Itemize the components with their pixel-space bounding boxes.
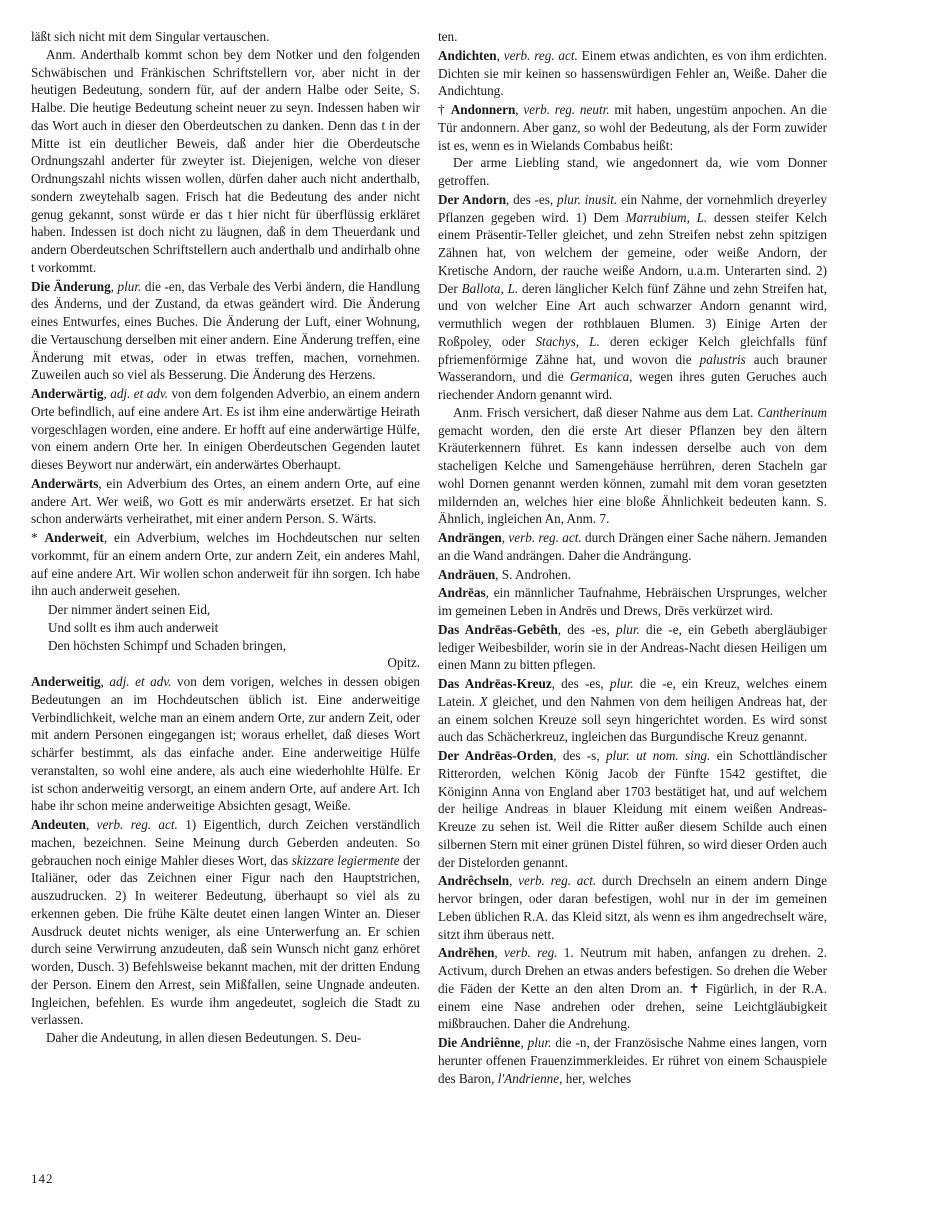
entry-andraengen: Andrängen, verb. reg. act. durch Drängen einer Sache nähern. Jemanden an die Wand andrängen. Daher die Andrängung. xyxy=(438,530,827,563)
entry-andichten: Andichten, verb. reg. act. Einem etwas andichten, es von ihm erdichten. Dichten sie mir keinen so hassenswürdigen Fehler an, Weiße. Daher die Andichtung. xyxy=(438,47,828,99)
entry-andorn: Der Andorn, des -es, plur. inusit. ein Nahme, der vornehmlich dreyerley Pflanzen gegeben wird. 1) Dem Marrubium, L. dessen steifer Kelch einem Präsentir-Teller gleichet, und zehn Streifen nebst zehn spitzigen Zähnen hat, von welchem der gemeine, oder weiße Andorn, der Kretische Andorn, der rauche weiße Andorn, u.a.m. Unterarten sind. 2) Der Ballota, L. deren länglicher Kelch fünf Zähne und zehn Streifen hat, und von welcher Eine Art auch schwarzer Andorn genannt wird, vermuthlich wegen der rothblauen Blumen. 3) Einige Arten der Roßpoley, oder Stachys, L. deren eckiger Kelch gleichfalls fünf pfriemenförmige Zähne hat, und wovon die palustris auch brauner Wasserandorn, und die Germanica, wegen ihres guten Geruches auch riechender Andorn genannt wird. xyxy=(438,191,827,402)
entry-andreas-orden: Der Andrēas-Orden, des -s, plur. ut nom. sing. ein Schottländischer Ritterorden, welchen König Jacob der Fünfte 1542 gestiftet, die Königinn Anna von England aber 1703 bestätiget hat, und auf welchem der heilige Andreas in blauer Kleidung mit einem weißen Andreas-Kreuze zu sehen ist. Weil die Ritter außer diesem Schilde auch einen silbernen Stern mit einer grünen Distel führen, so wird dieser Orden auch der Distelorden genannt. xyxy=(438,748,827,870)
entry-anderweit: * Anderweit, ein Adverbium, welches im Hochdeutschen nur selten vorkommt, für an einem andern Orte, zur andern Zeit, ein anderes Mahl, auf eine andere Art. Wir wollen schon anderweit für ihn sorgen. Ich habe ihn auch anderweit gesehen. xyxy=(31,530,420,599)
right-column xyxy=(438,28,827,1087)
paragraph: ten. xyxy=(438,29,458,44)
entry-andeuten: Andeuten, verb. reg. act. 1) Eigentlich, durch Zeichen verständlich machen, bezeichnen. Seine Meinung durch Geberden andeuten. So gebrauchen noch einige Mahler dieses Wort, das skizzare legiermente der Italiäner, oder das Zeichnen einer Figur nach den Hauptstrichen, auszudrucken. 2) In weiterer Bedeutung, überhaupt so viel als zu erkennen geben. Die frühe Kälte deutet einen langen Winter an. Dieser Ausdruck deutet nichts weniger, als eine Unterwerfung an. Er schien durch seine Verwirrung anzudeuten, daß sein Wunsch nicht ganz erhöret worden, Dusch. 3) Befehlsweise bekannt machen, mit der dritten Endung der Person. Einem den Arrest, sein Mißfallen, seine Ungnade andeuten. Ingleichen, befehlen. Es wurde ihm angedeutet, sogleich die Stadt zu verlassen. xyxy=(31,817,420,1028)
entry-anderwaertig: Anderwärtig, adj. et adv. von dem folgenden Adverbio, an einem andern Orte befindlich, auf eine andere Art. Es ist ihm eine anderwärtige Heirath vorgeschlagen worden, eine andere. Er hofft auf eine anderwärtige Hülfe, von einem andern Orte her. In einigen Oberdeutschen Gegenden lautet dieses Beywort nur anderwärt, ein anderwärtes Oberhaupt. xyxy=(31,386,421,472)
verse-line: Den höchsten Schimpf und Schaden bringen, xyxy=(48,637,287,653)
annotation-paragraph: Anm. Frisch versichert, daß dieser Nahme aus dem Lat. Cantherinum gemacht worden, den die erste Art dieser Pflanzen bey den ältern Kräuterkennern führet. Es kann indessen derselbe auch von dem stacheligen Kelche und Samengehäuse herrühren, deren Stacheln gar wohl Dornen genannt werden können, zumahl mit dem voran gesetzten mildernden an, welches hier eine bloße Ähnlichkeit bedeuten kann. S. Ähnlich, ingleichen An, Anm. 7. xyxy=(438,404,827,527)
left-column xyxy=(31,28,420,1047)
verse-author: Opitz. xyxy=(387,655,420,671)
entry-andrechseln: Andrêchseln, verb. reg. act. durch Drechseln an einem andern Dinge hervor bringen, oder daran befestigen, wohl nur in der im gemeinen Leben üblichen R.A. das Kleid sitzt, als wenn es ihm angedrechselt wäre, sitzt ihm überaus nett. xyxy=(438,873,828,942)
entry-andrehen: Andrēhen, verb. reg. 1. Neutrum mit haben, anfangen zu drehen. 2. Activum, durch Drehen an etwas anders befestigen. So drehen die Weber die Fäden der Kette an den alten Drom an. ✝ Figürlich, in der R.A. einem eine Nase andrehen oder drehen, seine Leichtgläubigkeit mißbrauchen. Daher die Andrehung. xyxy=(438,945,828,1032)
entry-andreas: Andrēas, ein männlicher Taufnahme, Hebräischen Ursprunges, welcher im gemeinen Leben in Andrēs und Drews, Drēs verkürzet wird. xyxy=(438,585,827,618)
entry-andonnern: † Andonnern, verb. reg. neutr. mit haben, ungestüm anpochen. An die Tür andonnern. Aber ganz, so wohl der Bedeutung, als der Form zuwider ist es, wenn es in Wielands Combabus heißt: xyxy=(438,102,828,153)
quotation: Der arme Liebling stand, wie angedonnert da, wie vom Donner getroffen. xyxy=(438,155,827,188)
verse-line: Und sollt es ihm auch anderweit xyxy=(48,619,219,635)
entry-anderweitig: Anderweitig, adj. et adv. von dem vorigen, welches in dessen obigen Bedeutungen an im Hochdeutschen üblich ist. Eine anderweitige Verbindlichkeit, welche man an einem andern Orte, zur andern Zeit, oder mit andern Personen eingegangen ist; woraus erhellet, daß dieses Wort schärfer bestimmt, als das einfache ander. Eine anderweitige Hülfe veranstalten, so wohl eine andere, als auch eine wiederhohlte Hülfe. Er ist schon anderweitig versorgt, an einem andern Orte, auf andere Art. Ich habe ihr schon meine anderweitige Absichten gesagt, Weiße. xyxy=(31,674,421,814)
entry-anderwaerts: Anderwärts, ein Adverbium des Ortes, an einem andern Orte, auf eine andere Art. Wer weiß, wo Gott es mir anderwärts ersetzet. Er hat sich schon anderwärts verheirathet, mit einer andern Person. S. Wärts. xyxy=(31,475,420,527)
verse-line: Der nimmer ändert seinen Eid, xyxy=(48,602,211,617)
page-number: 142 xyxy=(31,1171,54,1186)
verse-quote xyxy=(31,601,420,672)
annotation-paragraph: Anm. Anderthalb kommt schon bey dem Notker und den folgenden Schwäbischen und Fränkischen Schriftstellern vor, aber nicht in der heutigen Bedeutung, sondern für, auf der andern Halbe oder Seite, S. Halbe. Die heutige Bedeutung scheint neuer zu seyn. Indessen haben wir das Wort auch in dieser den Oberdeutschen zu danken. Denn das t in der Mitte ist ein deutlicher Beweis, daß ander hier die Oberdeutsche Ordnungszahl anderter für zweyter ist. Diejenigen, welche von dieser Ordnungszahl nichts wissen wollen, dürfen daher auch nicht anderthalb, sondern zweytehalb sagen. Frisch hat die Bedeutung des ander nicht genug gekannt, sonst würde er das t hier nicht für überflüssig erkläret haben. Indessen ist doch nicht zu läugnen, daß in dem Theuerdank und andern Oberdeutschen Schriftstellern auch anderthalb und andirhalb ohne t vorkommt. xyxy=(31,46,420,275)
paragraph: läßt sich nicht mit dem Singular vertauschen. xyxy=(31,29,270,44)
entry-andraeuen: Andräuen, S. Androhen. xyxy=(438,566,571,582)
entry-andrienne: Die Andriênne, plur. die -n, der Französische Nahme eines langen, vorn herunter offenen Frauenzimmerkleides. Er rühret von einem Schauspiele des Baron, l'Andrienne, her, welches xyxy=(438,1035,827,1086)
entry-aenderung: Die Änderung, plur. die -en, das Verbale des Verbi ändern, die Handlung des Änderns, und der Zustand, da etwas geändert wird. Die Änderung eines Entwurfes, eines Buches. Die Änderung der Luft, einer Wohnung, die Vertauschung derselben mit einer andern. Eine Änderung treffen, eine Änderung mit etwas, oder in etwas treffen, machen, vornehmen. Zuweilen auch so viel als Besserung. Die Änderung des Herzens. xyxy=(31,278,421,383)
entry-andreas-kreuz: Das Andrēas-Kreuz, des -es, plur. die -e, ein Kreuz, welches einem Latein. X gleichet, und den Nahmen von dem heiligen Andreas hat, der an einem solchen Kreuze soll seyn hingerichtet worden. Es wird sonst auch das Schächerkreuz, ingleichen das Burgundische Kreuz genannt. xyxy=(438,676,827,745)
entry-andreas-gebeth: Das Andrēas-Gebêth, des -es, plur. die -e, ein Gebeth abergläubiger lediger Weibesbilder, worin sie in der Andreas-Nacht diesen Heiligen um einen Mann zu bitten pflegen. xyxy=(438,621,827,673)
paragraph: Daher die Andeutung, in allen diesen Bedeutungen. S. Deu- xyxy=(46,1030,362,1045)
